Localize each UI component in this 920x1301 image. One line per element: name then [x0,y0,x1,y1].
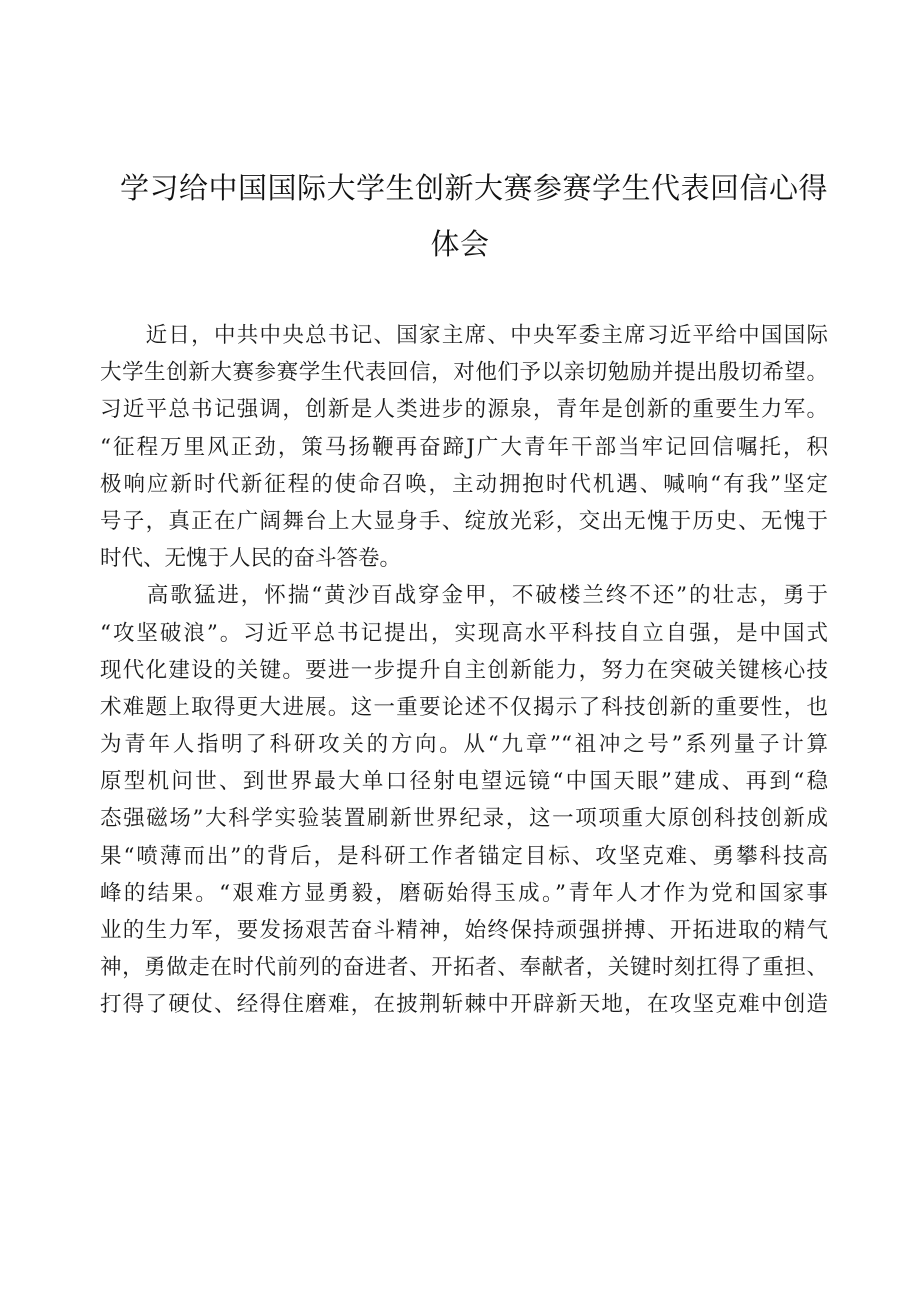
paragraph-1 [100,317,828,577]
text-line: 为青年人指明了科研攻关的方向。从“九章”“祖冲之号”系列量子计算 [100,732,828,758]
text-line: 号子，真正在广阔舞台上大显身手、绽放光彩，交出无愧于历史、无愧于 [100,508,828,534]
text-line: 近日，中共中央总书记、国家主席、中央军委主席习近平给中国国际 [100,323,828,348]
text-line: 打得了硬仗、经得住磨难，在披荆斩棘中开辟新天地，在攻坚克难中创造 [100,992,828,1018]
paragraph-2 [100,577,828,1023]
text-line: 高歌猛进，怀揣“黄沙百战穿金甲，不破楼兰终不还”的壮志，勇于 [100,583,828,609]
text-line: 业的生力军，要发扬艰苦奋斗精神，始终保持顽强拼搏、开拓进取的精气 [100,918,828,943]
title-line-2: 体会 [430,227,490,261]
text-line: 极响应新时代新征程的使命召唤，主动拥抱时代机遇、喊响“有我”坚定 [100,471,828,497]
text-line: 大学生创新大赛参赛学生代表回信，对他们予以亲切勉励并提出殷切希望。 [100,360,828,386]
text-line: 习近平总书记强调，创新是人类进步的源泉，青年是创新的重要生力军。 [100,397,828,423]
text-line: “攻坚破浪”。习近平总书记提出，实现高水平科技自立自强，是中国式 [100,620,828,646]
text-line: 果“喷薄而出”的背后，是科研工作者锚定目标、攻坚克难、勇攀科技高 [100,843,828,869]
text-line: 现代化建设的关键。要进一步提升自主创新能力，努力在突破关键核心技 [100,657,828,683]
title-line-1: 学习给中国国际大学生创新大赛参赛学生代表回信心得 [120,171,829,205]
text-line: 态强磁场”大科学实验装置刷新世界纪录，这一项项重大原创科技创新成 [100,806,828,832]
text-line: 时代、无愧于人民的奋斗答卷。 [100,546,402,572]
text-line: 原型机问世、到世界最大单口径射电望远镜“中国天眼”建成、再到“稳 [100,769,828,795]
document-body [100,317,828,1024]
text-line: 术难题上取得更大进展。这一重要论述不仅揭示了科技创新的重要性，也 [100,694,828,720]
document-title [120,160,829,272]
text-line: 峰的结果。“艰难方显勇毅，磨砺始得玉成。”青年人才作为党和国家事 [100,880,828,906]
text-line: 神，勇做走在时代前列的奋进者、开拓者、奉献者，关键时刻扛得了重担、 [100,955,828,981]
text-line: “征程万里风正劲，策马扬鞭再奋蹄J广大青年干部当牢记回信嘱托，积 [100,434,828,460]
